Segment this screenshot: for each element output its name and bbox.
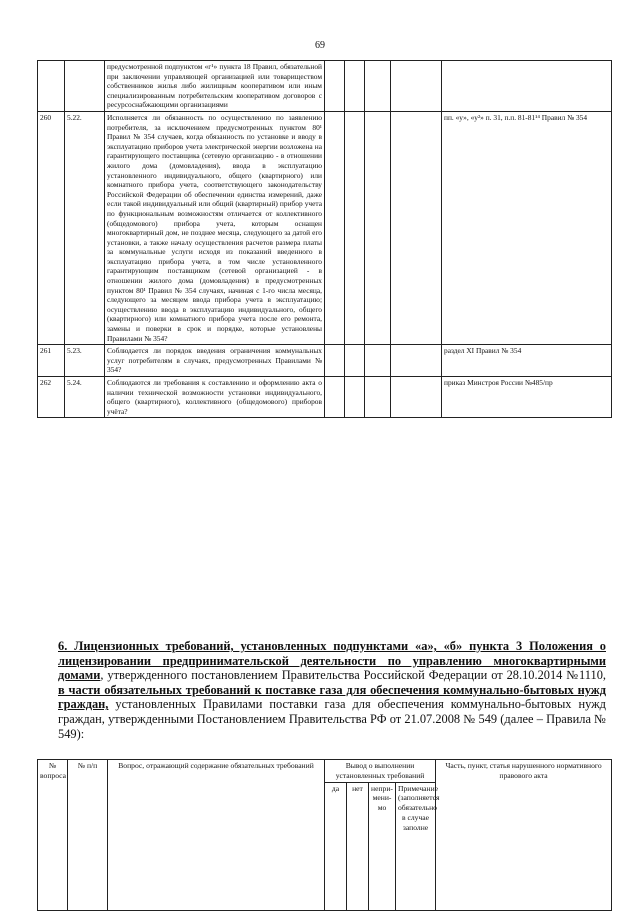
header-question-number: № вопроса (38, 760, 68, 911)
table-row (38, 377, 612, 418)
cell-yes (325, 377, 345, 418)
page-number: 69 (315, 40, 325, 51)
cell-no (345, 377, 365, 418)
requirements-header-table (37, 759, 612, 911)
row-number (38, 61, 65, 112)
table-row (38, 61, 612, 112)
cell-na (365, 377, 391, 418)
section-text-2: установленных Правилами поставки газа для обеспечения коммунально-бытовых нужд граждан, утвержденными Постановлением Правительства РФ от 21.07.2008 № 549 (далее – Правила № 549): (58, 697, 606, 741)
row-item: 5.22. (65, 111, 105, 344)
table-row (38, 111, 612, 344)
header-item-number: № п/п (68, 760, 108, 911)
section-title-bold-2: в части обязательных требований к поставке газа для обеспечения коммунально-бытовых нужд граждан, (58, 682, 606, 712)
header-row (38, 760, 612, 783)
row-item (65, 61, 105, 112)
requirements-table (37, 60, 612, 418)
row-question: предусмотренной подпунктом «г¹» пункта 18 Правил, обязательной при заключении управляющей организацией или товариществом собственников жилья либо жилищным кооперативом или иным специализированным потребительским кооперативом договоров с ресурсоснабжающими организациями (105, 61, 325, 112)
cell-na (365, 111, 391, 344)
cell-no (345, 61, 365, 112)
row-reference: раздел XI Правил № 354 (442, 345, 612, 377)
section-text: , утвержденного постановлением Правительства Российской Федерации от 28.10.2014 №1110, (100, 668, 606, 683)
cell-na (365, 61, 391, 112)
cell-yes (325, 111, 345, 344)
header-no: нет (347, 782, 369, 910)
row-question: Соблюдаются ли требования к составлению и оформлению акта о наличии технической возможности установки индивидуального, общего (квартирного), коллективного (общедомового) приборов учёта? (105, 377, 325, 418)
cell-note (391, 377, 442, 418)
cell-note (391, 111, 442, 344)
header-note: Примечание (заполняется обязательно в случае заполне (396, 782, 436, 910)
cell-note (391, 61, 442, 112)
row-item: 5.24. (65, 377, 105, 418)
row-reference (442, 61, 612, 112)
row-number: 261 (38, 345, 65, 377)
section-title-bold: 6. Лицензионных требований, установленных подпунктами «а», «б» пункта 3 Положения о лицензировании предпринимательской деятельности по управлению многоквартирными домами (58, 639, 606, 683)
cell-no (345, 345, 365, 377)
table-row (38, 345, 612, 377)
cell-yes (325, 345, 345, 377)
row-reference: пп. «у», «у²» п. 31, п.п. 81-81¹⁴ Правил № 354 (442, 111, 612, 344)
header-not-applicable: непри-мени-мо (369, 782, 396, 910)
cell-na (365, 345, 391, 377)
header-reference: Часть, пункт, статья нарушенного нормативного правового акта (436, 760, 612, 911)
row-question: Соблюдается ли порядок введения ограничения коммунальных услуг потребителям в случаях, предусмотренных Правилами № 354? (105, 345, 325, 377)
header-conclusion: Вывод о выполнении установленных требований (325, 760, 436, 783)
row-item: 5.23. (65, 345, 105, 377)
header-yes: да (325, 782, 347, 910)
cell-yes (325, 61, 345, 112)
header-question: Вопрос, отражающий содержание обязательных требований (108, 760, 325, 911)
row-number: 262 (38, 377, 65, 418)
row-reference: приказ Минстроя России №485/пр (442, 377, 612, 418)
row-number: 260 (38, 111, 65, 344)
row-question: Исполняется ли обязанность по осуществлению по заявлению потребителя, за исключением предусмотренных пунктом 80¹ Правил № 354 случаев, когда обязанность по установке и вводу в эксплуатацию приборов учета электрической энергии возложена на гарантирующего поставщика (сетевую организацию - в отношении жилого дома (домовладения), ввода в эксплуатацию установленного индивидуального, общего (квартирного) или комнатного прибора учета, соответствующего законодательству Российской Федерации об обеспечении единства измерений, даже если такой индивидуальный или общий (квартирный) прибор учета по функциональным возможностям отличается от коллективного (общедомового) прибора учета, которым оснащен многоквартирный дом, не позднее месяца, следующего за датой его установки, а также началу осуществления расчетов размера платы за коммунальные услуги исходя из показаний введенного в эксплуатацию прибора учета, в том числе установленного гарантирующим поставщиком (сетевой организацией - в отношении жилого дома (домовладения) в предусмотренных пунктом 80¹ Правил № 354 случаях, начиная с 1-го числа месяца, следующего за месяцем ввода прибора учета в эксплуатацию; осуществлению ввода в эксплуатацию индивидуального, общего (квартирного) или комнатного прибора учета после его ремонта, замены и поверки в срок и порядке, которые установлены Правилами № 354? (105, 111, 325, 344)
section-heading (58, 639, 606, 741)
cell-no (345, 111, 365, 344)
cell-note (391, 345, 442, 377)
